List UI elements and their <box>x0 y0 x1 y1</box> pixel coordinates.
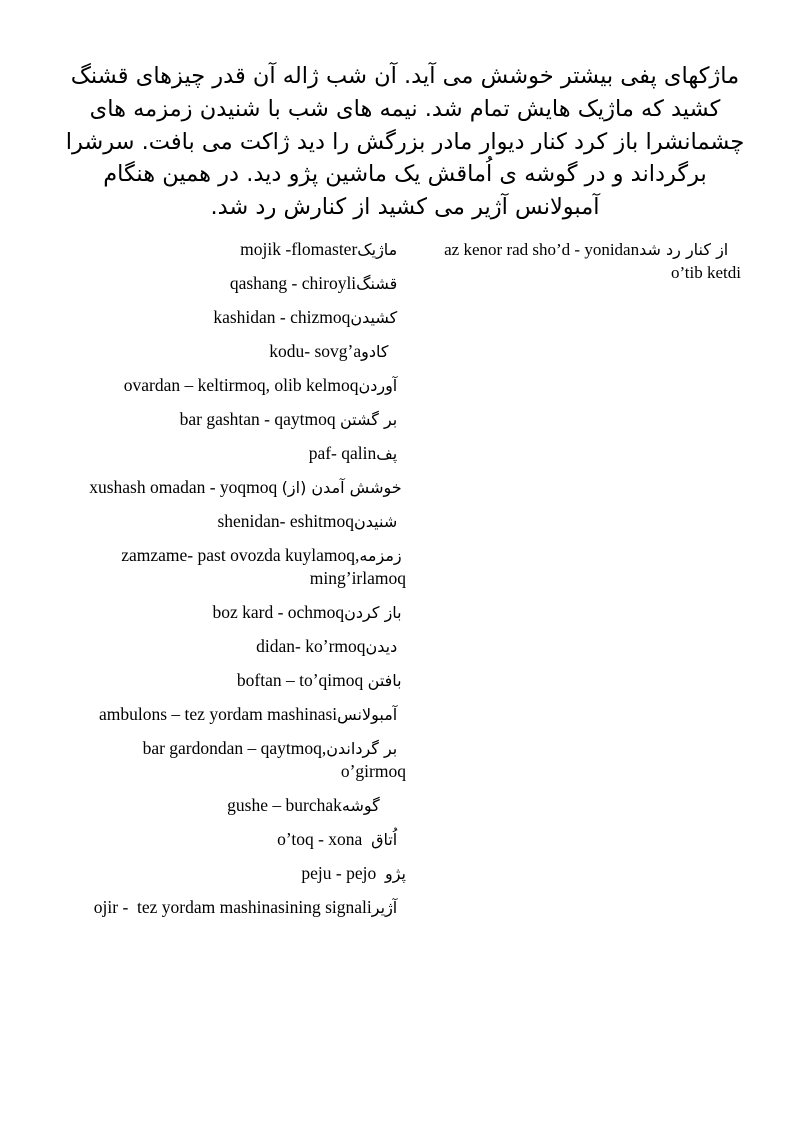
vocab-translation: qashang - chiroyli <box>229 273 357 293</box>
vocab-translation: zamzame- past ovozda kuylamoq, ming’irlamoq <box>116 545 406 588</box>
vocab-persian-word: شنیدن <box>354 512 398 531</box>
vocab-entry <box>86 544 406 590</box>
vocab-translation: gushe – burchak <box>227 795 342 815</box>
vocab-translation: kodu- sovg’a <box>269 341 362 361</box>
vocab-persian-word: کشیدن <box>350 308 398 327</box>
vocab-persian-word: از کنار رد شد <box>639 240 729 259</box>
vocab-persian-word: بافتن <box>367 671 402 690</box>
vocab-translation: kashidan - chizmoq <box>213 307 351 327</box>
story-paragraph: ماژکهای پفی بیشتر خوشش می آید. آن شب ژاله آن قدر چیزهای قشنگ کشید که ماژیک هایش تمام شد. نیمه های شب با شنیدن زمزمه های چشمانشرا باز کرد کنار دیوار مادر بزرگش را دید ژاکت می بافت. سرشرا برگرداند و در گوشه ی اُماقش یک ماشین پژو دید. در همین هنگام آمبولانس آژیر می کشید از کنارش رد شد. <box>65 63 745 221</box>
vocab-entry <box>441 238 741 284</box>
vocab-persian-word: بر گشتن <box>339 410 398 429</box>
vocab-entry <box>86 703 406 726</box>
vocab-persian-word: آوردن <box>358 376 398 395</box>
vocab-translation: didan- ko’rmoq <box>256 636 366 656</box>
vocab-persian-word: خوشش آمدن (از) <box>281 478 402 497</box>
vocab-persian-word: کادو <box>361 342 389 361</box>
vocab-persian-word: پف <box>376 444 398 463</box>
vocab-entry <box>86 408 406 431</box>
vocab-persian-word: اُتاق <box>371 830 398 849</box>
vocab-translation: peju - pejo <box>301 863 385 883</box>
vocab-translation: xushash omadan - yoqmoq <box>89 477 282 497</box>
vocab-persian-word: قشنگ <box>356 274 398 293</box>
vocab-translation: bar gashtan - qaytmoq <box>179 409 340 429</box>
vocab-translation: ovardan – keltirmoq, olib kelmoq <box>123 375 359 395</box>
vocab-translation: az kenor rad sho’d - yonidan o’tib ketdi <box>439 240 741 282</box>
vocab-entry <box>86 862 406 885</box>
vocab-entry <box>86 272 406 295</box>
vocab-persian-word: ماژیک <box>357 240 398 259</box>
vocab-entry <box>86 737 406 783</box>
vocab-translation: o’toq - xona <box>277 829 372 849</box>
vocab-persian-word: زمزمه <box>359 546 402 565</box>
vocab-persian-word: آژیر <box>371 898 398 917</box>
vocab-persian-word: بر گرداندن <box>326 739 398 758</box>
vocab-translation: ojir - tez yordam mashinasining signali <box>93 897 372 917</box>
vocab-translation: paf- qalin <box>308 443 377 463</box>
vocab-translation: boftan – to’qimoq <box>236 670 368 690</box>
vocab-persian-word: گوشه <box>341 796 380 815</box>
vocab-persian-word: باز کردن <box>344 603 402 622</box>
vocabulary-list-left <box>86 238 406 930</box>
vocabulary-list-right <box>441 238 741 295</box>
vocab-entry <box>86 476 406 499</box>
vocab-entry <box>86 794 406 817</box>
vocab-entry <box>86 669 406 692</box>
vocab-entry <box>86 374 406 397</box>
vocab-translation: ambulons – tez yordam mashinasi <box>99 704 338 724</box>
vocab-entry <box>86 635 406 658</box>
vocab-persian-word: آمبولانس <box>337 705 398 724</box>
vocab-translation: shenidan- eshitmoq <box>217 511 355 531</box>
vocab-translation: mojik -flomaster <box>240 239 358 259</box>
vocab-entry <box>86 510 406 533</box>
vocab-persian-word: دیدن <box>365 637 398 656</box>
vocab-entry <box>86 442 406 465</box>
vocab-entry <box>86 828 406 851</box>
vocab-entry <box>86 306 406 329</box>
vocab-entry <box>86 601 406 624</box>
vocab-entry <box>86 238 406 261</box>
vocab-entry <box>86 340 406 363</box>
vocab-persian-word: پژو <box>384 864 406 883</box>
vocab-translation: bar gardondan – qaytmoq, o’girmoq <box>138 738 406 781</box>
vocab-entry <box>86 896 406 919</box>
vocab-translation: boz kard - ochmoq <box>212 602 345 622</box>
